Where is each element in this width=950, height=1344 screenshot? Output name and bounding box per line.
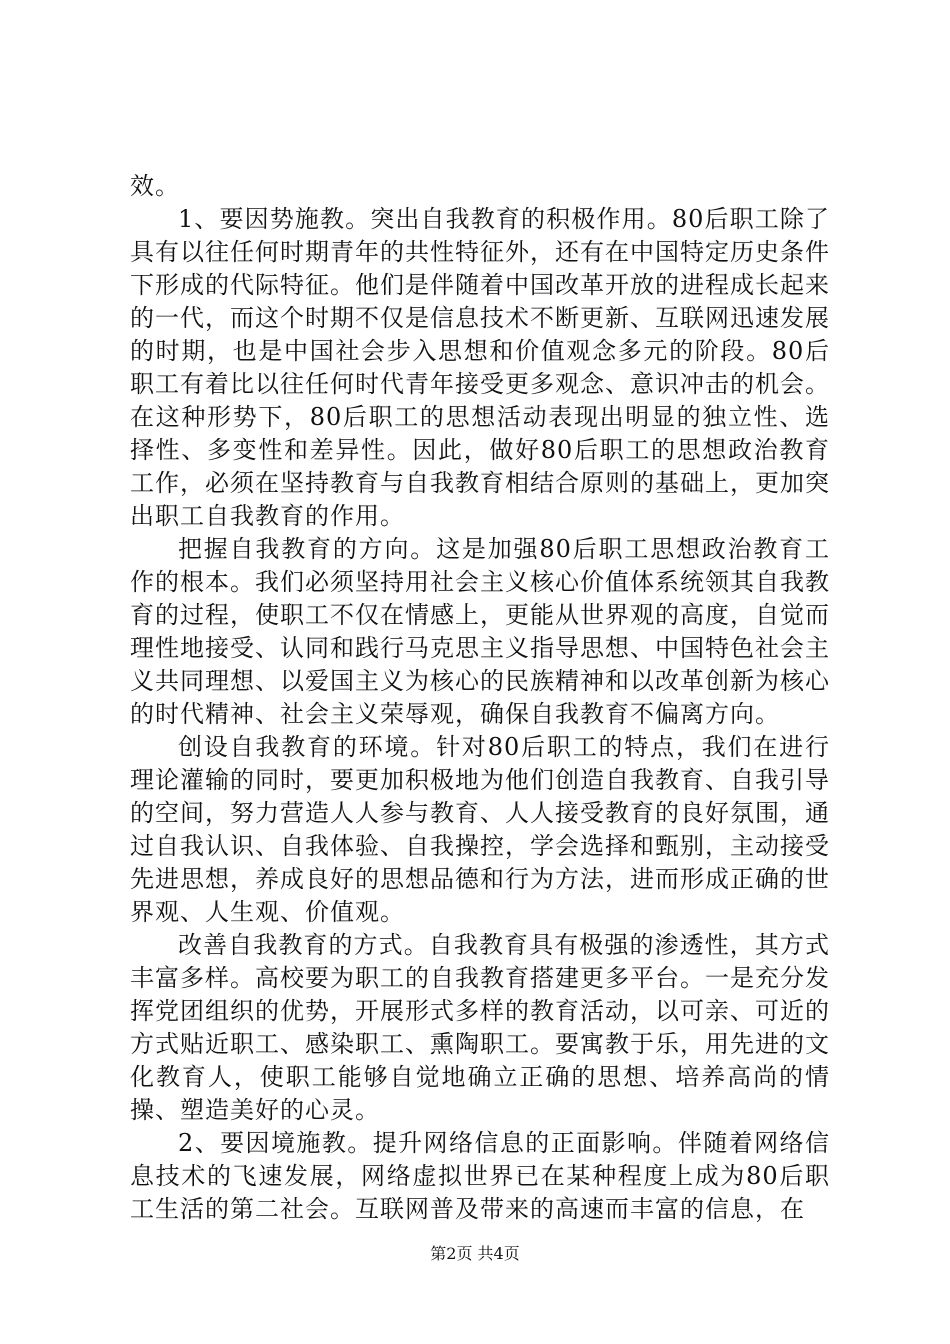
paragraph-situation-teaching: 1、要因势施教。突出自我教育的积极作用。80后职工除了具有以往任何时期青年的共性特征外，还有在中国特定历史条件下形成的代际特征。他们是伴随着中国改革开放的进程成长起来的一代，而这个时期不仅是信息技术不断更新、互联网迅速发展的时期，也是中国社会步入思想和价值观念多元的阶段。80后职工有着比以往任何时代青年接受更多观念、意识冲击的机会。在这种形势下，80后职工的思想活动表现出明显的独立性、选择性、多变性和差异性。因此，做好80后职工的思想政治教育工作，必须在坚持教育与自我教育相结合原则的基础上，更加突出职工自我教育的作用。 (130, 205, 830, 530)
paragraph-continuation: 效。 (130, 172, 180, 200)
paragraph-environment: 创设自我教育的环境。针对80后职工的特点，我们在进行理论灌输的同时，要更加积极地为他们创造自我教育、自我引导的空间，努力营造人人参与教育、人人接受教育的良好氛围，通过自我认识、自我体验、自我操控，学会选择和甄别，主动接受先进思想，养成良好的思想品德和行为方法，进而形成正确的世界观、人生观、价值观。 (130, 733, 830, 926)
paragraph-network-influence: 2、要因境施教。提升网络信息的正面影响。伴随着网络信息技术的飞速发展，网络虚拟世界已在某种程度上成为80后职工生活的第二社会。互联网普及带来的高速而丰富的信息，在 (130, 1129, 830, 1223)
page-number-label: 第2页 共4页 (430, 1244, 520, 1263)
document-body (130, 170, 830, 1226)
page-footer (0, 1244, 950, 1264)
paragraph-direction: 把握自我教育的方向。这是加强80后职工思想政治教育工作的根本。我们必须坚持用社会主义核心价值体系统领其自我教育的过程，使职工不仅在情感上，更能从世界观的高度，自觉而理性地接受、认同和践行马克思主义指导思想、中国特色社会主义共同理想、以爱国主义为核心的民族精神和以改革创新为核心的时代精神、社会主义荣辱观，确保自我教育不偏离方向。 (130, 535, 830, 728)
paragraph-methods: 改善自我教育的方式。自我教育具有极强的渗透性，其方式丰富多样。高校要为职工的自我教育搭建更多平台。一是充分发挥党团组织的优势，开展形式多样的教育活动，以可亲、可近的方式贴近职工、感染职工、熏陶职工。要寓教于乐，用先进的文化教育人，使职工能够自觉地确立正确的思想、培养高尚的情操、塑造美好的心灵。 (130, 931, 830, 1124)
